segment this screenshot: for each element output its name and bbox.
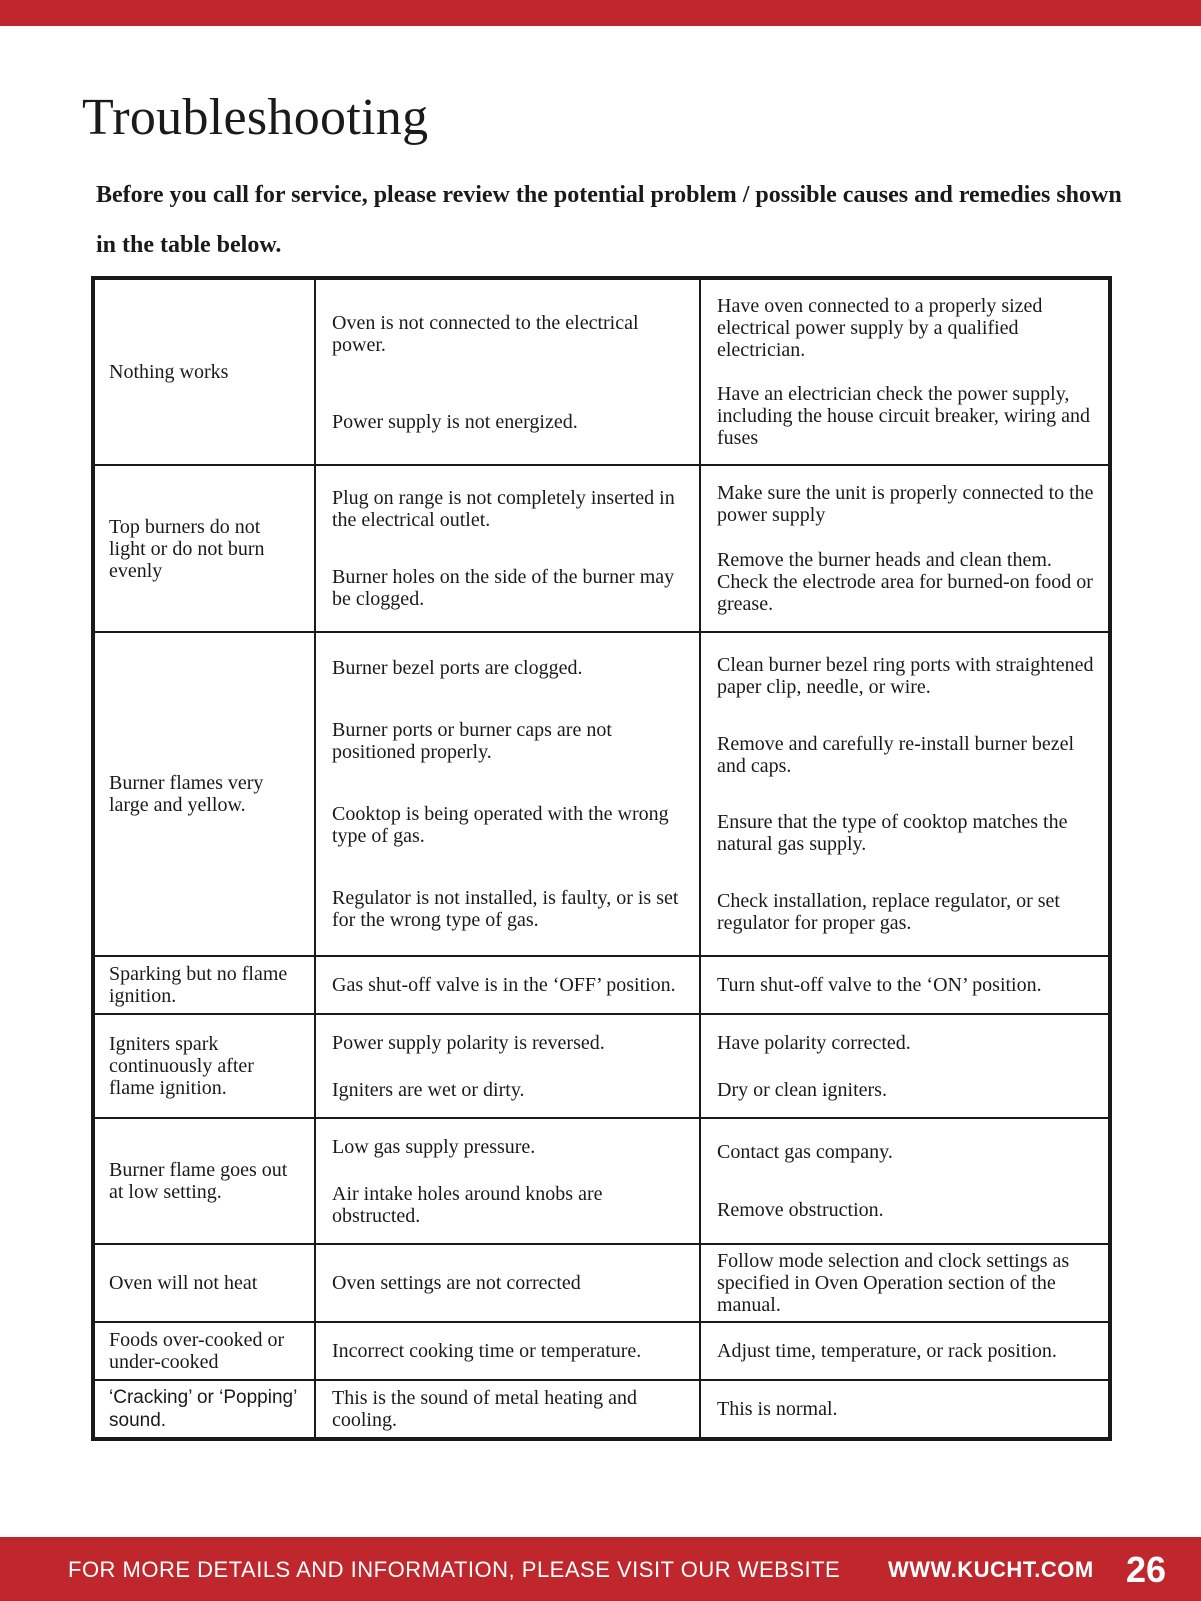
remedy-cell <box>700 956 1110 1014</box>
table-row <box>93 1380 1110 1439</box>
problem-cell <box>93 1380 315 1439</box>
cause-text: Oven is not connected to the electrical power. <box>332 311 639 356</box>
troubleshooting-table <box>91 276 1112 1441</box>
footer-text: FOR MORE DETAILS AND INFORMATION, PLEASE VISIT OUR WEBSITE <box>68 1557 841 1582</box>
top-accent-bar <box>0 0 1201 26</box>
cause-text: Burner ports or burner caps are not positioned properly. <box>332 719 612 763</box>
remedy-cell <box>700 465 1110 632</box>
remedy-text: Turn shut-off valve to the ‘ON’ position. <box>717 974 1042 996</box>
problem-cell <box>93 1322 315 1380</box>
cause-text: Power supply is not energized. <box>332 410 578 433</box>
table-row <box>93 1322 1110 1380</box>
page-number: 26 <box>1126 1549 1167 1590</box>
cause-text: Cooktop is being operated with the wrong type of gas. <box>332 803 669 847</box>
remedy-text: Make sure the unit is properly connected to the power supply <box>717 481 1094 526</box>
cause-text: Incorrect cooking time or temperature. <box>332 1340 642 1362</box>
remedy-cell <box>700 1322 1110 1380</box>
problem-text: Oven will not heat <box>109 1272 258 1294</box>
remedy-cell <box>700 1244 1110 1322</box>
remedy-text: This is normal. <box>717 1398 838 1420</box>
table-row <box>93 1244 1110 1322</box>
problem-text: Nothing works <box>109 361 229 383</box>
remedy-text: Have an electrician check the power supply, including the house circuit breaker, wiring and fuses <box>717 383 1090 449</box>
table-row <box>93 465 1110 632</box>
intro-text: Before you call for service, please review the potential problem / possible causes and remedies shown in the table below. <box>96 182 1122 258</box>
cause-text: Burner holes on the side of the burner may be clogged. <box>332 565 675 610</box>
cause-text: Air intake holes around knobs are obstructed. <box>332 1182 603 1227</box>
table-row <box>93 632 1110 956</box>
remedy-text: Check installation, replace regulator, or set regulator for proper gas. <box>717 889 1060 934</box>
cause-text: Gas shut-off valve is in the ‘OFF’ position. <box>332 974 676 996</box>
problem-text: Burner flames very large and yellow. <box>109 772 264 816</box>
remedy-cell <box>700 1014 1110 1118</box>
cause-cell <box>315 1118 700 1244</box>
problem-text: ‘Cracking’ or ‘Popping’ sound. <box>109 1387 297 1431</box>
cause-text: Plug on range is not completely inserted in the electrical outlet. <box>332 487 675 532</box>
cause-cell <box>315 1014 700 1118</box>
problem-text: Igniters spark continuously after flame ignition. <box>109 1033 254 1099</box>
problem-cell <box>93 632 315 956</box>
cause-cell <box>315 632 700 956</box>
cause-cell <box>315 278 700 465</box>
table-body <box>93 278 1110 1439</box>
cause-text: This is the sound of metal heating and cooling. <box>332 1387 637 1431</box>
problem-cell <box>93 956 315 1014</box>
remedy-cell <box>700 278 1110 465</box>
remedy-text: Remove the burner heads and clean them. Check the electrode area for burned-on food or grease. <box>717 549 1093 616</box>
table-row <box>93 1118 1110 1244</box>
cause-text: Oven settings are not corrected <box>332 1272 581 1294</box>
remedy-cell <box>700 632 1110 956</box>
problem-text: Sparking but no flame ignition. <box>109 963 288 1007</box>
problem-text: Burner flame goes out at low setting. <box>109 1159 288 1203</box>
problem-cell <box>93 1244 315 1322</box>
remedy-text: Dry or clean igniters. <box>717 1078 887 1101</box>
remedy-text: Ensure that the type of cooktop matches the natural gas supply. <box>717 811 1068 856</box>
cause-text: Low gas supply pressure. <box>332 1135 536 1158</box>
remedy-text: Follow mode selection and clock settings as specified in Oven Operation section of the manual. <box>717 1250 1070 1316</box>
problem-cell <box>93 465 315 632</box>
remedy-cell <box>700 1118 1110 1244</box>
cause-text: Power supply polarity is reversed. <box>332 1031 605 1054</box>
remedy-text: Contact gas company. <box>717 1141 893 1163</box>
problem-cell <box>93 1118 315 1244</box>
table-row <box>93 278 1110 465</box>
cause-cell <box>315 1244 700 1322</box>
remedy-text: Adjust time, temperature, or rack position. <box>717 1340 1057 1362</box>
footer-bar <box>0 1537 1201 1601</box>
cause-cell <box>315 956 700 1014</box>
problem-cell <box>93 278 315 465</box>
table-row <box>93 956 1110 1014</box>
problem-text: Top burners do not light or do not burn evenly <box>109 515 265 582</box>
remedy-text: Remove obstruction. <box>717 1199 884 1221</box>
cause-cell <box>315 465 700 632</box>
cause-cell <box>315 1322 700 1380</box>
cause-text: Igniters are wet or dirty. <box>332 1078 525 1101</box>
cause-text: Burner bezel ports are clogged. <box>332 657 583 679</box>
remedy-text: Remove and carefully re-install burner bezel and caps. <box>717 732 1075 777</box>
remedy-text: Have polarity corrected. <box>717 1031 911 1054</box>
table-row <box>93 1014 1110 1118</box>
remedy-cell <box>700 1380 1110 1439</box>
page-title: Troubleshooting <box>82 89 429 146</box>
remedy-text: Clean burner bezel ring ports with straightened paper clip, needle, or wire. <box>717 654 1094 699</box>
cause-cell <box>315 1380 700 1439</box>
footer-website-link[interactable]: WWW.KUCHT.COM <box>888 1557 1094 1582</box>
problem-cell <box>93 1014 315 1118</box>
cause-text: Regulator is not installed, is faulty, or is set for the wrong type of gas. <box>332 887 679 931</box>
problem-text: Foods over-cooked or under-cooked <box>109 1329 285 1373</box>
remedy-text: Have oven connected to a properly sized electrical power supply by a qualified electrician. <box>717 295 1043 361</box>
